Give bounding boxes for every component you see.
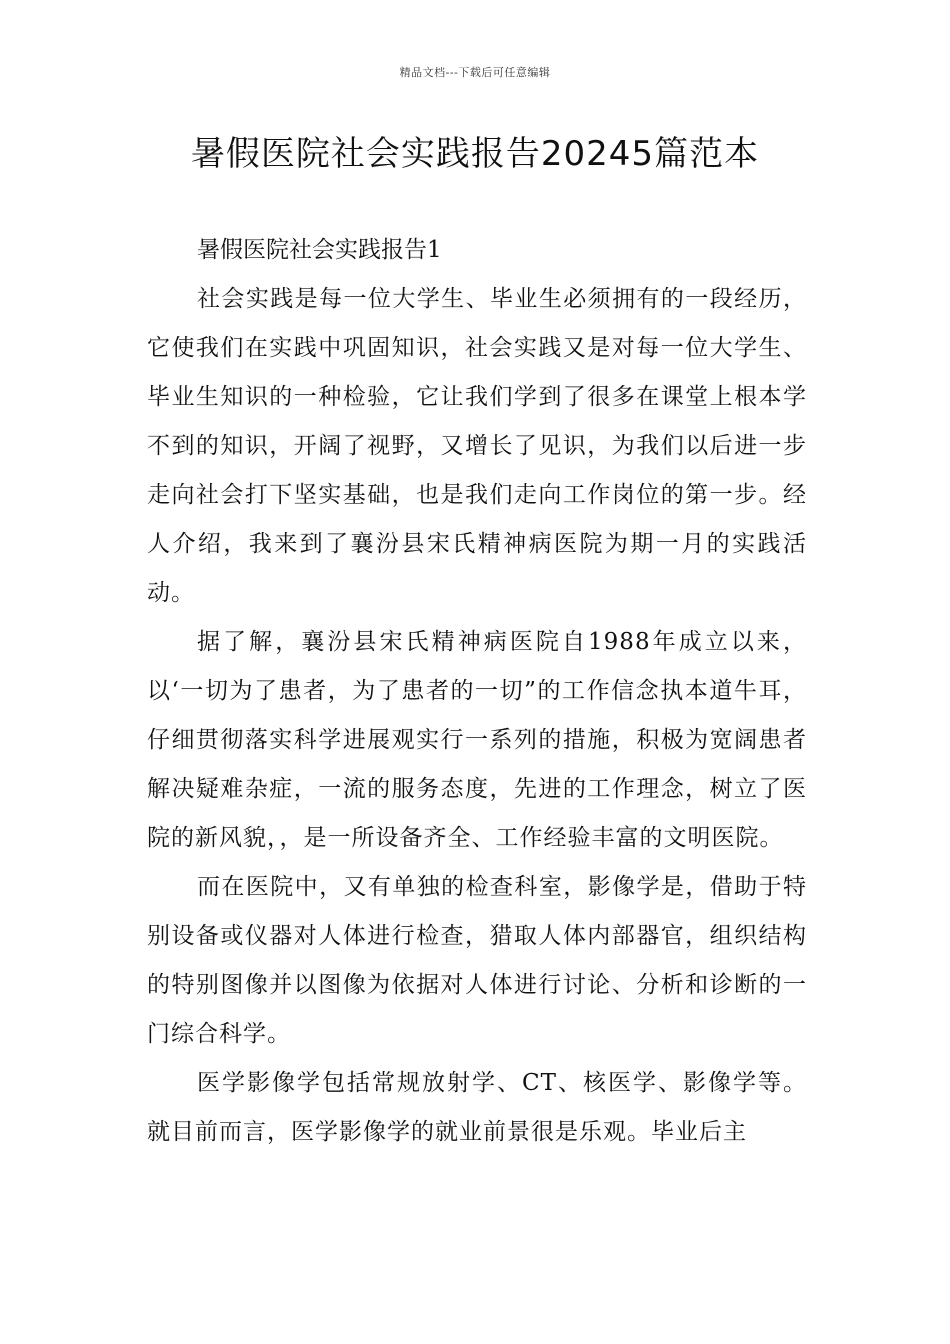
paragraph-2: 据了解，襄汾县宋氏精神病医院自1988年成立以来，以‘一切为了患者，为了患者的一切”的工作信念执本道牛耳，仔细贯彻落实科学进展观实行一系列的措施，积极为宽阔患者解决疑难杂症，一流的服务态度，先进的工作理念，树立了医院的新风貌，，是一所设备齐全、工作经验丰富的文明医院。: [147, 629, 807, 851]
document-title: 暑假医院社会实践报告20245篇范本: [190, 134, 760, 174]
paragraph-4: 医学影像学包括常规放射学、CT、核医学、影像学等。就目前而言，医学影像学的就业前景很是乐观。毕业后主: [147, 1070, 807, 1145]
document-body: [147, 226, 807, 1157]
paragraph-1: 社会实践是每一位大学生、毕业生必须拥有的一段经历，它使我们在实践中巩固知识，社会实践又是对每一位大学生、毕业生知识的一种检验，它让我们学到了很多在课堂上根本学不到的知识，开阔了视野，又增长了见识，为我们以后进一步走向社会打下坚实基础，也是我们走向工作岗位的第一步。经人介绍，我来到了襄汾县宋氏精神病医院为期一月的实践活动。: [147, 286, 807, 606]
paragraph-3: 而在医院中，又有单独的检查科室，影像学是，借助于特别设备或仪器对人体进行检查，猎取人体内部器官，组织结构的特别图像并以图像为依据对人体进行讨论、分析和诊断的一门综合科学。: [147, 874, 807, 1047]
section-heading: 暑假医院社会实践报告1: [197, 237, 442, 263]
header-note: 精品文档---下载后可任意编辑: [399, 66, 551, 79]
